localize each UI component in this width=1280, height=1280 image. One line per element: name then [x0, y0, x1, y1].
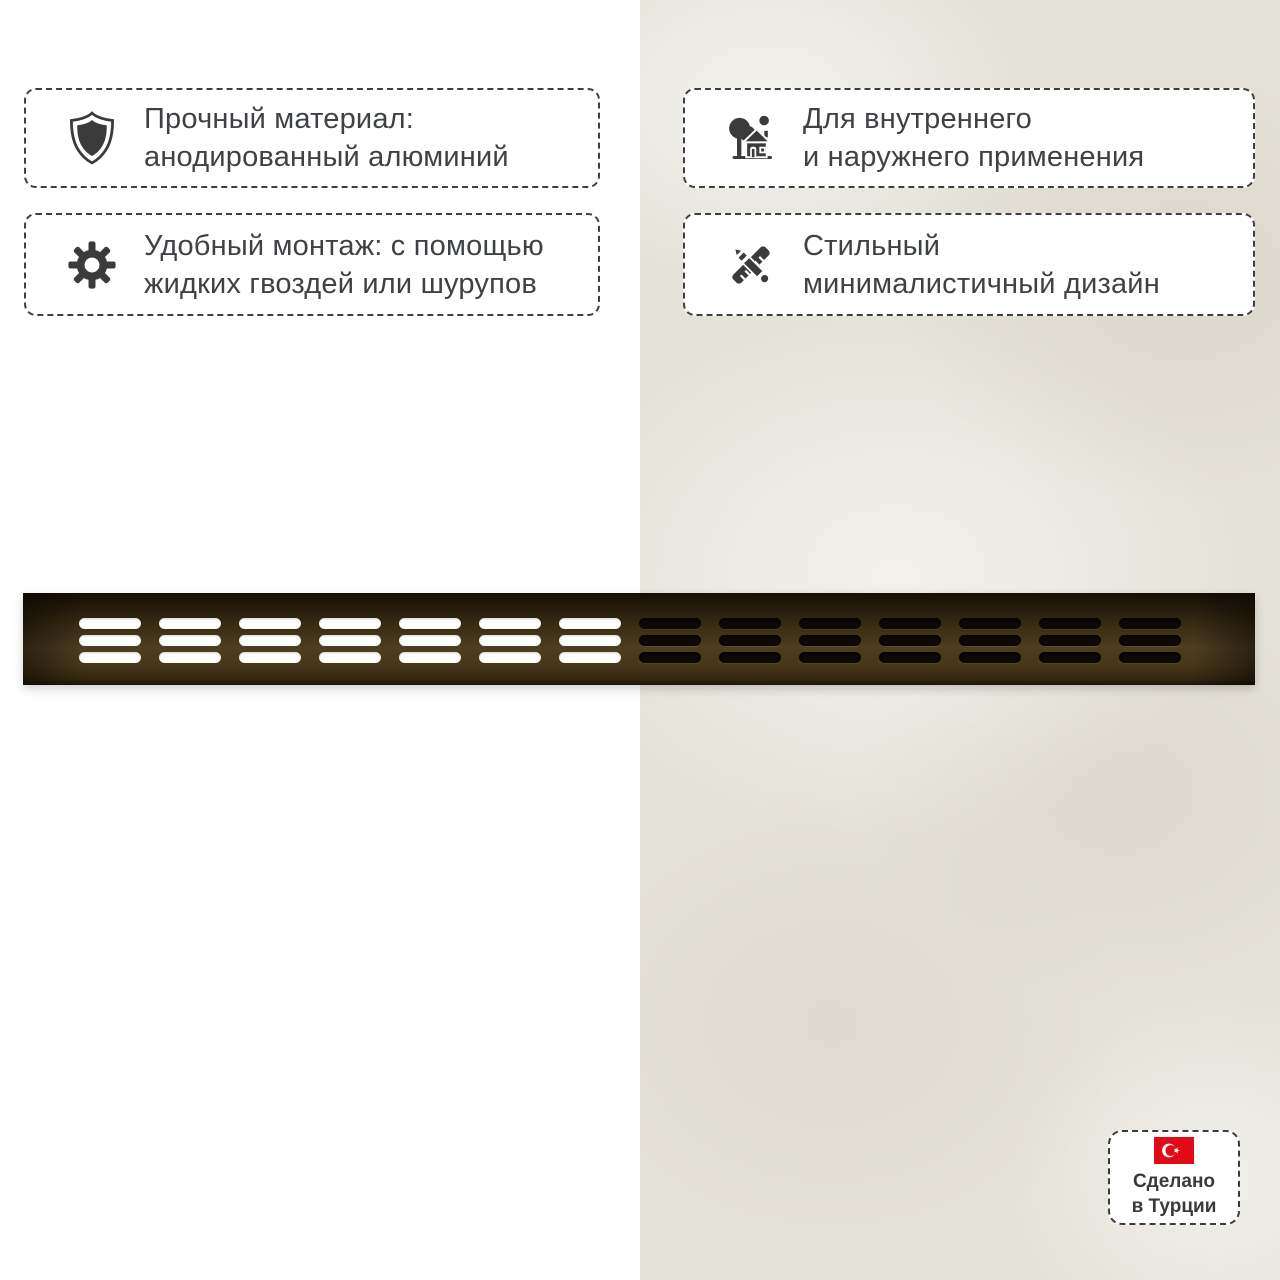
vent-slot — [799, 635, 861, 646]
vent-slot — [159, 652, 221, 663]
shield-icon — [64, 110, 120, 166]
vent-slot — [239, 652, 301, 663]
feature-line: минималистичный дизайн — [803, 267, 1160, 300]
vent-slot — [1119, 618, 1181, 629]
vent-slot — [1039, 652, 1101, 663]
vent-slot — [479, 652, 541, 663]
vent-slot — [959, 635, 1021, 646]
feature-line: анодированный алюминий — [144, 141, 509, 173]
vent-slot-group — [239, 618, 301, 663]
vent-slot — [479, 635, 541, 646]
feature-card-mounting — [24, 213, 600, 316]
turkey-flag-icon — [1154, 1137, 1194, 1164]
made-in-line: в Турции — [1131, 1195, 1217, 1217]
vent-slot — [1039, 618, 1101, 629]
vent-slot — [239, 635, 301, 646]
feature-line: Для внутреннего — [803, 103, 1033, 135]
feature-line: и наружнего применения — [803, 141, 1145, 173]
vent-slot-row — [79, 618, 1181, 663]
house-tree-icon — [723, 110, 779, 166]
feature-line: Стильный — [803, 229, 941, 262]
feature-card-indoor-outdoor — [683, 88, 1255, 188]
vent-slot — [559, 618, 621, 629]
vent-slot — [959, 652, 1021, 663]
vent-slot — [159, 618, 221, 629]
vent-slot — [799, 618, 861, 629]
vent-slot-group — [639, 618, 701, 663]
vent-slot — [79, 652, 141, 663]
gear-icon — [64, 237, 120, 293]
vent-slot — [1119, 652, 1181, 663]
vent-slot-group — [559, 618, 621, 663]
feature-text-material — [144, 100, 509, 176]
vent-slot — [239, 618, 301, 629]
vent-slot — [559, 652, 621, 663]
feature-text-mounting — [144, 227, 544, 303]
vent-slot-group — [159, 618, 221, 663]
vent-slot — [719, 618, 781, 629]
vent-slot — [719, 635, 781, 646]
feature-line: Удобный монтаж: с помощью — [144, 229, 544, 262]
vent-slot — [879, 618, 941, 629]
vent-slot — [1119, 635, 1181, 646]
vent-slot — [159, 635, 221, 646]
vent-slot — [399, 652, 461, 663]
vent-slot — [879, 652, 941, 663]
vent-slot-group — [479, 618, 541, 663]
vent-slot — [639, 635, 701, 646]
vent-slot — [319, 652, 381, 663]
vent-slot-group — [399, 618, 461, 663]
feature-line: жидких гвоздей или шурупов — [144, 267, 537, 300]
vent-slot-group — [79, 618, 141, 663]
vent-slot-group — [719, 618, 781, 663]
feature-text-indoor-outdoor — [803, 100, 1144, 176]
feature-line: Прочный материал: — [144, 103, 415, 135]
vent-slot — [79, 635, 141, 646]
vent-slot — [1039, 635, 1101, 646]
made-in-line: Сделано — [1132, 1170, 1216, 1192]
vent-slot — [799, 652, 861, 663]
vent-slot-group — [959, 618, 1021, 663]
vent-slot — [639, 618, 701, 629]
vent-slot — [879, 635, 941, 646]
vent-slot — [479, 618, 541, 629]
vent-slot — [719, 652, 781, 663]
vent-slot-group — [1039, 618, 1101, 663]
feature-text-design — [803, 227, 1160, 303]
vent-slot — [959, 618, 1021, 629]
aluminum-vent-grille — [23, 593, 1255, 685]
vent-slot — [559, 635, 621, 646]
vent-slot — [79, 618, 141, 629]
vent-slot-group — [799, 618, 861, 663]
vent-slot — [319, 618, 381, 629]
made-in-turkey-badge — [1108, 1130, 1240, 1225]
vent-slot — [319, 635, 381, 646]
vent-slot-group — [1119, 618, 1181, 663]
pencil-ruler-icon — [723, 237, 779, 293]
vent-slot — [399, 618, 461, 629]
made-in-label — [1132, 1169, 1217, 1219]
vent-slot — [639, 652, 701, 663]
feature-card-material — [24, 88, 600, 188]
vent-slot-group — [879, 618, 941, 663]
feature-card-design — [683, 213, 1255, 316]
vent-slot-group — [319, 618, 381, 663]
vent-slot — [399, 635, 461, 646]
